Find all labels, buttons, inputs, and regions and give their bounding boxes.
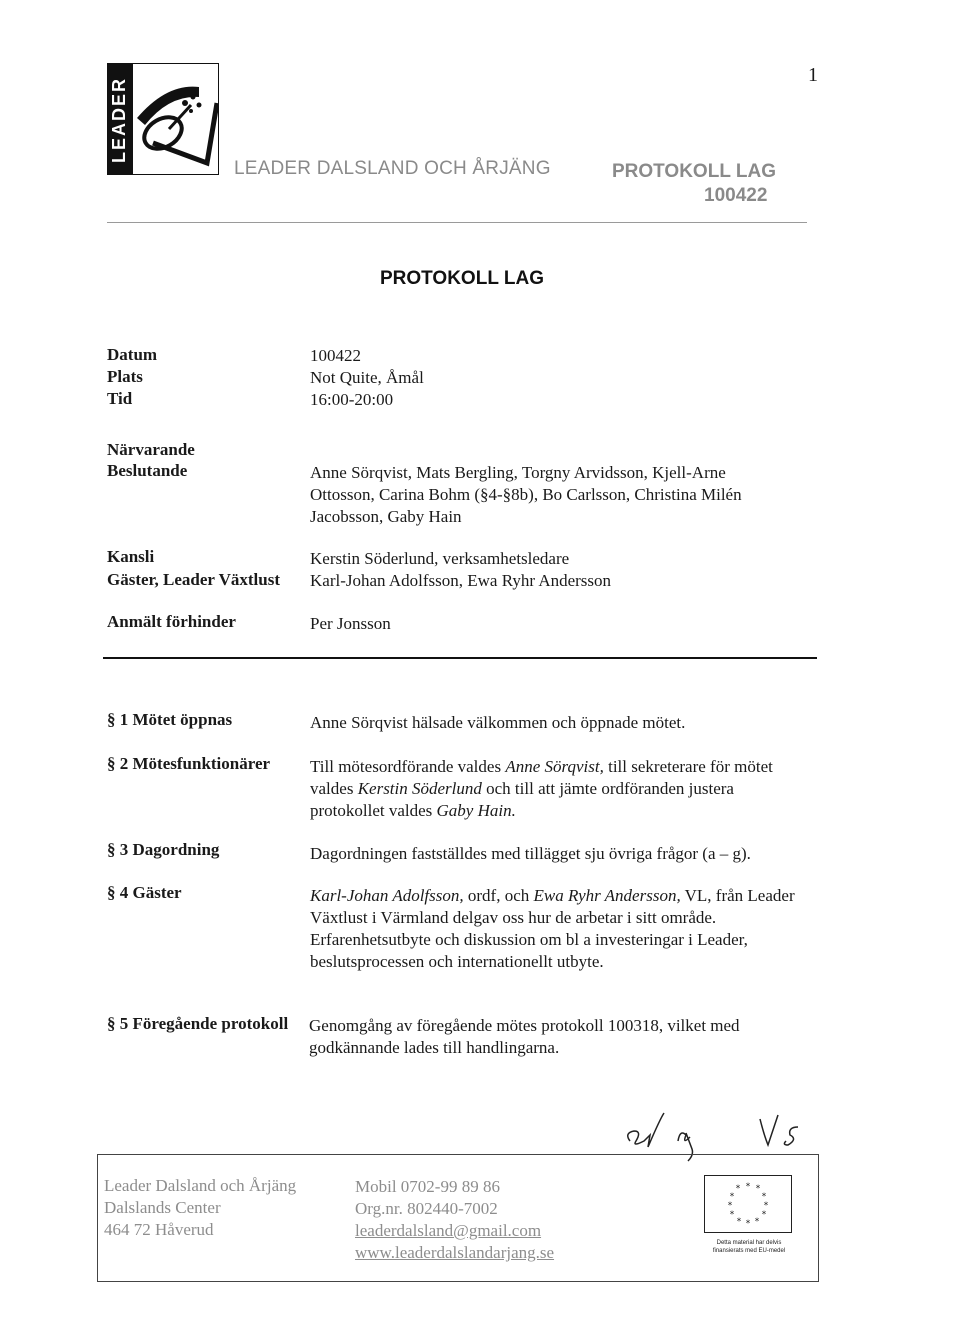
eu-caption-line: finansierats med EU-medel	[712, 1248, 786, 1254]
svg-text:*: *	[729, 1192, 735, 1202]
svg-text:*: *	[727, 1201, 733, 1211]
header-divider	[107, 222, 807, 223]
section-divider	[103, 657, 817, 659]
beslutande-line: Ottosson, Carina Bohm (§4-§8b), Bo Carlsson, Christina Milén	[310, 485, 742, 504]
section-4-guest-name: Ewa Ryhr Andersson,	[533, 886, 681, 905]
section-4-text-part: ordf, och	[463, 886, 534, 905]
beslutande-line: Anne Sörqvist, Mats Bergling, Torgny Arvidsson, Kjell-Arne	[310, 463, 726, 482]
svg-text:LEADER: LEADER	[109, 76, 129, 163]
footer-email-link[interactable]: leaderdalsland@gmail.com	[355, 1221, 542, 1240]
section-3-heading: § 3 Dagordning	[107, 840, 220, 859]
footer-address-line: Leader Dalsland och Årjäng	[104, 1176, 297, 1195]
datum-label: Datum	[107, 345, 158, 364]
svg-text:*: *	[729, 1210, 735, 1220]
leader-logo	[107, 63, 219, 175]
footer-address-line: Dalslands Center	[104, 1198, 221, 1217]
beslutande-line: Jacobsson, Gaby Hain	[310, 507, 462, 526]
section-4-heading: § 4 Gäster	[107, 883, 182, 902]
svg-text:*: *	[761, 1192, 767, 1202]
svg-text:*: *	[761, 1210, 767, 1220]
narvarande-label: Närvarande	[107, 440, 195, 459]
datum-value: 100422	[310, 346, 361, 365]
beslutande-list	[310, 462, 810, 528]
gaster-value: Karl-Johan Adolfsson, Ewa Ryhr Andersson	[310, 571, 612, 590]
plats-label: Plats	[107, 367, 143, 386]
svg-text:*: *	[736, 1217, 742, 1227]
gaster-label: Gäster, Leader Växtlust	[107, 570, 280, 589]
footer-mobile: Mobil 0702-99 89 86	[355, 1177, 500, 1196]
forhinder-label: Anmält förhinder	[107, 612, 236, 631]
eu-emblem	[704, 1175, 794, 1267]
organization-name: LEADER DALSLAND OCH ÅRJÄNG	[234, 158, 551, 179]
footer-address-line: 464 72 Håverud	[104, 1220, 214, 1239]
footer-orgnr: Org.nr. 802440-7002	[355, 1199, 498, 1218]
kansli-label: Kansli	[107, 547, 155, 566]
beslutande-label: Beslutande	[107, 461, 188, 480]
kansli-value: Kerstin Söderlund, verksamhetsledare	[310, 549, 570, 568]
section-2-heading: § 2 Mötesfunktionärer	[107, 754, 271, 773]
section-4-guest-name: Karl-Johan Adolfsson,	[310, 886, 464, 905]
header-protocol-title	[612, 160, 776, 208]
section-4-text	[310, 885, 805, 973]
page-number: 1	[808, 64, 818, 86]
section-5-heading: § 5 Föregående protokoll	[107, 1014, 289, 1033]
section-2-text-part: till sekreterare för mötet valdes	[310, 757, 773, 798]
footer-contact	[355, 1176, 554, 1264]
svg-text:*: *	[755, 1184, 761, 1194]
tid-value: 16:00-20:00	[310, 390, 394, 409]
section-4-text-part: VL, från Leader Växtlust i Värmland delgav oss hur de arbetar i sitt område. Erfarenhetsutbyte och diskussion om bl a investeringar i Leader, beslutsprocessen och internationellt utbyte.	[310, 886, 795, 971]
section-1-heading: § 1 Mötet öppnas	[107, 710, 233, 729]
forhinder-value: Per Jonsson	[310, 614, 391, 633]
document-title: PROTOKOLL LAG	[380, 268, 544, 289]
section-2-text	[310, 756, 810, 822]
section-2-chair-name: Anne Sörqvist,	[505, 757, 604, 776]
section-2-text-part: och till att jämte ordföranden justera protokollet valdes	[310, 779, 734, 820]
tid-label: Tid	[107, 389, 133, 408]
eu-caption	[704, 1239, 794, 1255]
eu-caption-line: Detta material har delvis	[716, 1240, 782, 1246]
section-1-text: Anne Sörqvist hälsade välkommen och öppnade mötet.	[310, 713, 686, 732]
section-2-secretary-name: Kerstin Söderlund	[357, 779, 482, 798]
header-protocol-label: PROTOKOLL LAG	[612, 161, 776, 182]
eu-flag	[704, 1175, 792, 1233]
svg-text:*: *	[754, 1217, 760, 1227]
section-2-text-part: Till mötesordförande valdes	[310, 757, 506, 776]
section-2-adjuster-name: Gaby Hain.	[436, 801, 516, 820]
svg-text:*: *	[745, 1219, 751, 1229]
svg-text:*: *	[735, 1184, 741, 1194]
svg-text:*: *	[745, 1182, 751, 1192]
footer-website-link[interactable]: www.leaderdalslandarjang.se	[355, 1243, 555, 1262]
svg-text:*: *	[763, 1201, 769, 1211]
section-5-text: Genomgång av föregående mötes protokoll 100318, vilket med godkännande lades till handlingarna.	[309, 1016, 740, 1057]
section-3-text: Dagordningen fastställdes med tillägget sju övriga frågor (a – g).	[310, 844, 751, 863]
plats-value: Not Quite, Åmål	[310, 368, 424, 387]
footer-address	[104, 1175, 296, 1241]
header-protocol-date: 100422	[704, 185, 768, 206]
